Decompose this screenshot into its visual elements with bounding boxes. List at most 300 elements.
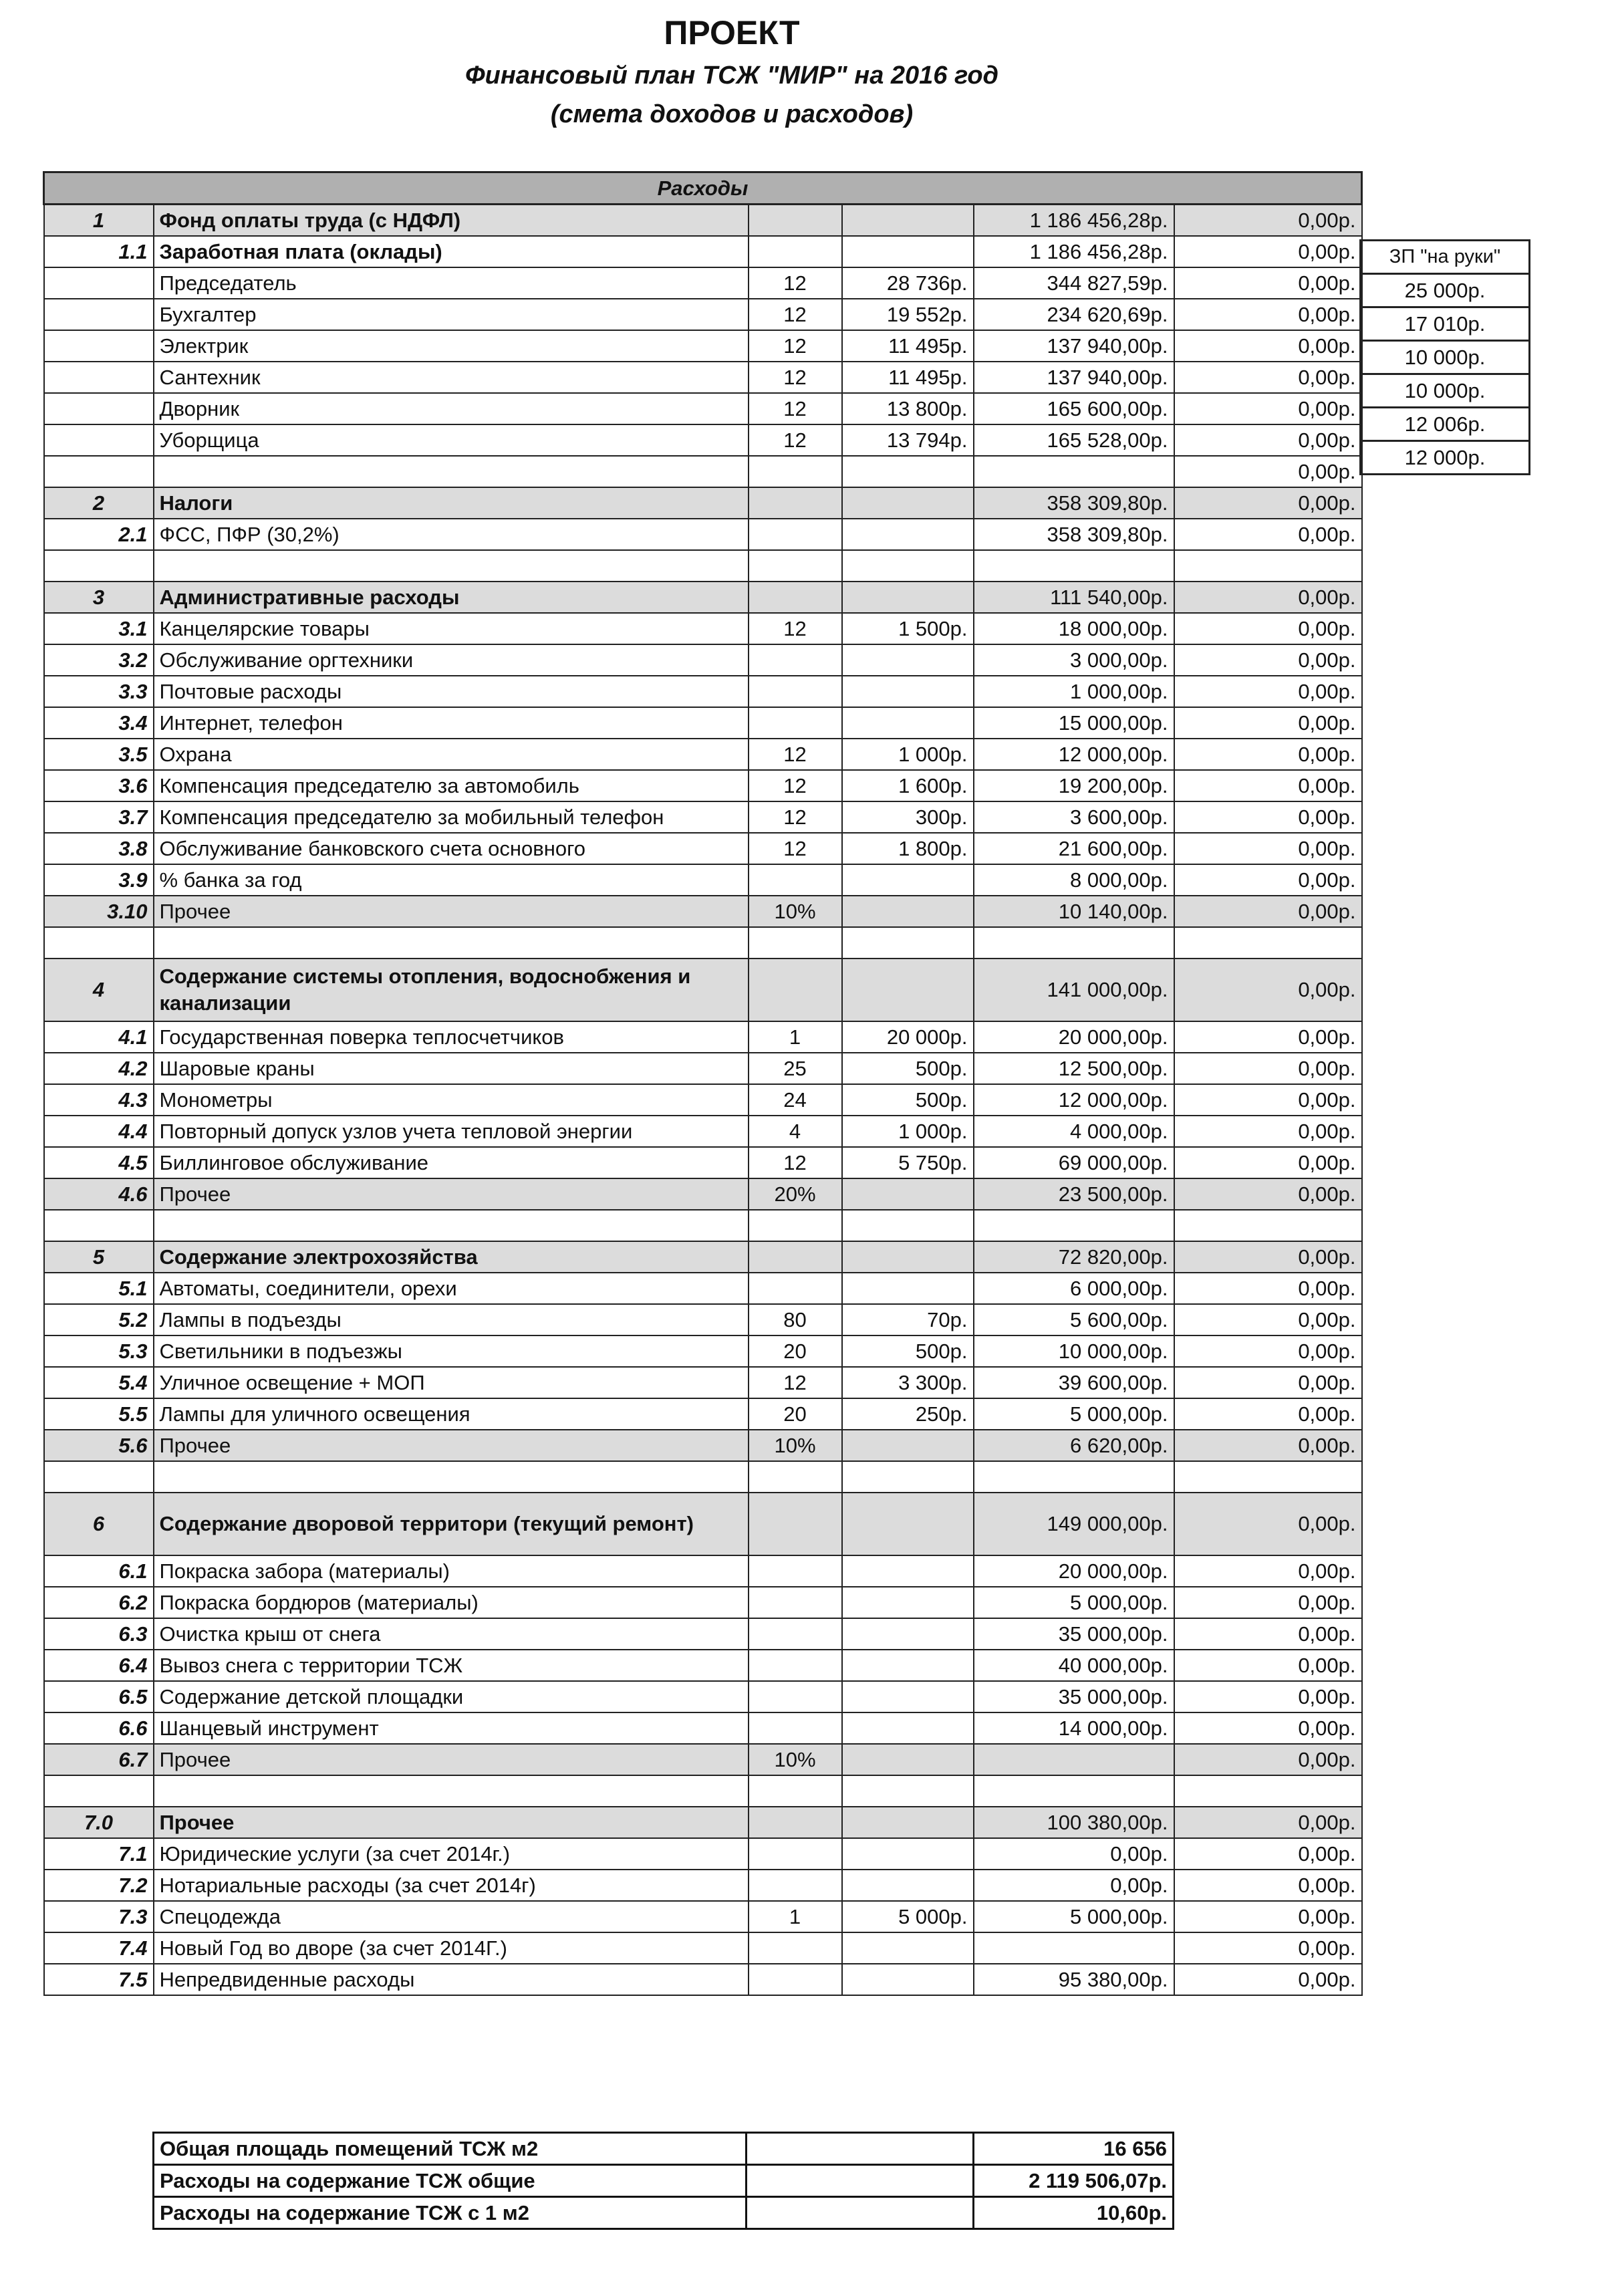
row-number: 3.5 xyxy=(44,739,154,770)
row-price xyxy=(842,1210,974,1241)
row-sum: 5 600,00р. xyxy=(974,1304,1174,1335)
row-quantity: 10% xyxy=(749,1744,842,1775)
row-price xyxy=(842,582,974,613)
row-number: 2 xyxy=(44,487,154,519)
row-price xyxy=(842,1273,974,1304)
row-price: 70р. xyxy=(842,1304,974,1335)
row-quantity xyxy=(749,1838,842,1870)
row-fact: 0,00р. xyxy=(1174,424,1362,456)
table-row xyxy=(44,519,1362,550)
table-row xyxy=(44,1021,1362,1053)
row-name: Покраска бордюров (материалы) xyxy=(154,1587,749,1618)
row-sum: 12 000,00р. xyxy=(974,1084,1174,1116)
row-fact: 0,00р. xyxy=(1174,1870,1362,1901)
row-quantity xyxy=(749,707,842,739)
row-sum xyxy=(974,1210,1174,1241)
row-number xyxy=(44,1210,154,1241)
row-fact: 0,00р. xyxy=(1174,1147,1362,1178)
table-row xyxy=(44,1744,1362,1775)
row-name: Биллинговое обслуживание xyxy=(154,1147,749,1178)
page-subtitle: Финансовый план ТСЖ "МИР" на 2016 год xyxy=(464,61,999,90)
row-number: 4.6 xyxy=(44,1178,154,1210)
salary-net-row xyxy=(1361,408,1530,441)
table-row xyxy=(44,896,1362,927)
row-sum: 165 528,00р. xyxy=(974,424,1174,456)
table-row xyxy=(44,1587,1362,1618)
row-price xyxy=(842,1712,974,1744)
row-number: 1 xyxy=(44,205,154,237)
row-quantity xyxy=(749,1210,842,1241)
row-number: 7.4 xyxy=(44,1932,154,1964)
row-price: 500р. xyxy=(842,1084,974,1116)
row-fact: 0,00р. xyxy=(1174,393,1362,424)
salary-net-row xyxy=(1361,374,1530,408)
table-row xyxy=(44,927,1362,959)
table-row xyxy=(44,1681,1362,1712)
row-sum: 12 000,00р. xyxy=(974,739,1174,770)
row-sum: 5 000,00р. xyxy=(974,1901,1174,1932)
row-name: Шаровые краны xyxy=(154,1053,749,1084)
totals-blank xyxy=(747,2133,974,2165)
table-row xyxy=(44,1241,1362,1273)
row-fact: 0,00р. xyxy=(1174,1178,1362,1210)
row-sum: 18 000,00р. xyxy=(974,613,1174,644)
row-quantity xyxy=(749,1712,842,1744)
row-name: Административные расходы xyxy=(154,582,749,613)
salary-net-row xyxy=(1361,307,1530,341)
table-row xyxy=(44,1147,1362,1178)
row-fact: 0,00р. xyxy=(1174,1241,1362,1273)
row-name: Уборщица xyxy=(154,424,749,456)
row-quantity: 12 xyxy=(749,424,842,456)
row-name xyxy=(154,927,749,959)
row-fact: 0,00р. xyxy=(1174,739,1362,770)
row-price: 1 800р. xyxy=(842,833,974,864)
row-name: Непредвиденные расходы xyxy=(154,1964,749,1995)
row-quantity xyxy=(749,236,842,267)
row-price xyxy=(842,1650,974,1681)
totals-label: Расходы на содержание ТСЖ с 1 м2 xyxy=(154,2197,747,2229)
row-fact: 0,00р. xyxy=(1174,456,1362,487)
row-price xyxy=(842,1178,974,1210)
row-fact: 0,00р. xyxy=(1174,1932,1362,1964)
row-quantity: 1 xyxy=(749,1021,842,1053)
row-fact: 0,00р. xyxy=(1174,959,1362,1021)
row-sum: 20 000,00р. xyxy=(974,1555,1174,1587)
table-row xyxy=(44,1335,1362,1367)
row-quantity xyxy=(749,927,842,959)
row-quantity xyxy=(749,1555,842,1587)
row-fact: 0,00р. xyxy=(1174,1681,1362,1712)
row-name: Обслуживание оргтехники xyxy=(154,644,749,676)
row-sum: 6 000,00р. xyxy=(974,1273,1174,1304)
salary-net-row xyxy=(1361,341,1530,374)
table-row xyxy=(44,1273,1362,1304)
totals-label: Общая площадь помещений ТСЖ м2 xyxy=(154,2133,747,2165)
row-price xyxy=(842,236,974,267)
row-number: 5.1 xyxy=(44,1273,154,1304)
row-quantity xyxy=(749,1932,842,1964)
totals-row xyxy=(154,2133,1174,2165)
row-sum: 39 600,00р. xyxy=(974,1367,1174,1398)
row-quantity xyxy=(749,1964,842,1995)
row-price xyxy=(842,1964,974,1995)
table-row xyxy=(44,1807,1362,1838)
row-quantity: 10% xyxy=(749,896,842,927)
row-price: 19 552р. xyxy=(842,299,974,330)
row-name: Прочее xyxy=(154,1430,749,1461)
row-quantity xyxy=(749,644,842,676)
totals-value: 2 119 506,07р. xyxy=(974,2165,1174,2197)
row-quantity: 12 xyxy=(749,739,842,770)
row-fact: 0,00р. xyxy=(1174,1618,1362,1650)
table-row xyxy=(44,613,1362,644)
row-sum: 12 500,00р. xyxy=(974,1053,1174,1084)
row-number xyxy=(44,299,154,330)
row-fact: 0,00р. xyxy=(1174,833,1362,864)
salary-net-row xyxy=(1361,441,1530,475)
table-row xyxy=(44,801,1362,833)
row-fact: 0,00р. xyxy=(1174,362,1362,393)
row-fact: 0,00р. xyxy=(1174,1367,1362,1398)
table-row xyxy=(44,550,1362,582)
row-price: 5 750р. xyxy=(842,1147,974,1178)
row-quantity: 12 xyxy=(749,393,842,424)
row-name: Прочее xyxy=(154,1744,749,1775)
row-fact: 0,00р. xyxy=(1174,1493,1362,1555)
row-number: 6 xyxy=(44,1493,154,1555)
row-quantity: 12 xyxy=(749,299,842,330)
row-quantity: 12 xyxy=(749,770,842,801)
table-row xyxy=(44,1870,1362,1901)
row-sum xyxy=(974,1775,1174,1807)
salary-net-header-row xyxy=(1361,241,1530,274)
row-price xyxy=(842,1587,974,1618)
row-name: Лампы для уличного освещения xyxy=(154,1398,749,1430)
row-number: 3.8 xyxy=(44,833,154,864)
row-sum: 95 380,00р. xyxy=(974,1964,1174,1995)
row-fact: 0,00р. xyxy=(1174,1116,1362,1147)
row-fact: 0,00р. xyxy=(1174,644,1362,676)
row-number: 5.3 xyxy=(44,1335,154,1367)
row-fact: 0,00р. xyxy=(1174,236,1362,267)
table-row xyxy=(44,1901,1362,1932)
row-number: 6.3 xyxy=(44,1618,154,1650)
expenses-table xyxy=(43,171,1363,1996)
row-quantity: 80 xyxy=(749,1304,842,1335)
row-name: Нотариальные расходы (за счет 2014г) xyxy=(154,1870,749,1901)
row-number xyxy=(44,362,154,393)
row-quantity xyxy=(749,456,842,487)
row-fact: 0,00р. xyxy=(1174,1650,1362,1681)
row-fact: 0,00р. xyxy=(1174,487,1362,519)
table-row xyxy=(44,1053,1362,1084)
row-price xyxy=(842,487,974,519)
row-sum xyxy=(974,927,1174,959)
salary-net-value: 17 010р. xyxy=(1361,307,1530,341)
totals-value: 16 656 xyxy=(974,2133,1174,2165)
row-sum: 1 186 456,28р. xyxy=(974,205,1174,237)
row-name: Охрана xyxy=(154,739,749,770)
row-fact: 0,00р. xyxy=(1174,267,1362,299)
row-fact: 0,00р. xyxy=(1174,205,1362,237)
row-number: 7.5 xyxy=(44,1964,154,1995)
row-price: 1 600р. xyxy=(842,770,974,801)
row-quantity xyxy=(749,864,842,896)
page-subtitle-note: (смета доходов и расходов) xyxy=(550,100,914,128)
row-price xyxy=(842,456,974,487)
table-header: Расходы xyxy=(44,172,1362,205)
table-row xyxy=(44,1712,1362,1744)
row-price: 1 500р. xyxy=(842,613,974,644)
row-price: 500р. xyxy=(842,1053,974,1084)
row-sum: 137 940,00р. xyxy=(974,330,1174,362)
row-name xyxy=(154,550,749,582)
table-row xyxy=(44,770,1362,801)
row-sum xyxy=(974,1461,1174,1493)
row-price xyxy=(842,519,974,550)
row-sum: 100 380,00р. xyxy=(974,1807,1174,1838)
row-name: Прочее xyxy=(154,1178,749,1210)
row-quantity xyxy=(749,1775,842,1807)
row-price xyxy=(842,1618,974,1650)
row-fact: 0,00р. xyxy=(1174,1901,1362,1932)
row-number xyxy=(44,393,154,424)
row-name: Спецодежда xyxy=(154,1901,749,1932)
row-price xyxy=(842,1744,974,1775)
row-quantity xyxy=(749,959,842,1021)
row-name: Электрик xyxy=(154,330,749,362)
row-name: Обслуживание банковского счета основного xyxy=(154,833,749,864)
row-number: 3.1 xyxy=(44,613,154,644)
totals-blank xyxy=(747,2197,974,2229)
row-sum xyxy=(974,550,1174,582)
row-sum: 3 000,00р. xyxy=(974,644,1174,676)
row-quantity xyxy=(749,582,842,613)
table-row xyxy=(44,1178,1362,1210)
row-sum: 149 000,00р. xyxy=(974,1493,1174,1555)
row-sum: 8 000,00р. xyxy=(974,864,1174,896)
row-sum: 137 940,00р. xyxy=(974,362,1174,393)
row-quantity: 25 xyxy=(749,1053,842,1084)
table-row xyxy=(44,676,1362,707)
salary-net-value: 12 006р. xyxy=(1361,408,1530,441)
row-sum xyxy=(974,456,1174,487)
totals-row xyxy=(154,2197,1174,2229)
row-name: Прочее xyxy=(154,1807,749,1838)
row-name: Автоматы, соединители, орехи xyxy=(154,1273,749,1304)
row-price xyxy=(842,550,974,582)
row-sum xyxy=(974,1744,1174,1775)
row-fact: 0,00р. xyxy=(1174,896,1362,927)
row-number xyxy=(44,1461,154,1493)
row-fact xyxy=(1174,1775,1362,1807)
row-sum: 344 827,59р. xyxy=(974,267,1174,299)
row-number: 4.2 xyxy=(44,1053,154,1084)
row-fact: 0,00р. xyxy=(1174,1555,1362,1587)
row-quantity xyxy=(749,1681,842,1712)
row-price: 3 300р. xyxy=(842,1367,974,1398)
row-number: 3.10 xyxy=(44,896,154,927)
row-name: Дворник xyxy=(154,393,749,424)
row-sum: 358 309,80р. xyxy=(974,487,1174,519)
row-number: 6.4 xyxy=(44,1650,154,1681)
row-number: 3.2 xyxy=(44,644,154,676)
row-quantity: 12 xyxy=(749,362,842,393)
row-name: Повторный допуск узлов учета тепловой энергии xyxy=(154,1116,749,1147)
row-fact: 0,00р. xyxy=(1174,1712,1362,1744)
row-quantity xyxy=(749,205,842,237)
row-number: 4.1 xyxy=(44,1021,154,1053)
row-number: 3.3 xyxy=(44,676,154,707)
row-fact: 0,00р. xyxy=(1174,330,1362,362)
row-sum: 10 000,00р. xyxy=(974,1335,1174,1367)
row-fact: 0,00р. xyxy=(1174,1021,1362,1053)
row-sum: 6 620,00р. xyxy=(974,1430,1174,1461)
row-fact: 0,00р. xyxy=(1174,613,1362,644)
row-number xyxy=(44,456,154,487)
row-name: Председатель xyxy=(154,267,749,299)
row-price: 5 000р. xyxy=(842,1901,974,1932)
row-fact: 0,00р. xyxy=(1174,299,1362,330)
row-number: 7.1 xyxy=(44,1838,154,1870)
row-sum: 0,00р. xyxy=(974,1870,1174,1901)
row-number: 6.6 xyxy=(44,1712,154,1744)
table-row xyxy=(44,299,1362,330)
row-quantity: 20 xyxy=(749,1398,842,1430)
row-number: 3.4 xyxy=(44,707,154,739)
table-row xyxy=(44,1555,1362,1587)
row-name: Фонд оплаты труда (с НДФЛ) xyxy=(154,205,749,237)
row-price: 300р. xyxy=(842,801,974,833)
row-sum: 165 600,00р. xyxy=(974,393,1174,424)
row-sum: 69 000,00р. xyxy=(974,1147,1174,1178)
table-row xyxy=(44,1838,1362,1870)
row-quantity xyxy=(749,519,842,550)
row-quantity xyxy=(749,1870,842,1901)
row-quantity: 12 xyxy=(749,1367,842,1398)
row-number xyxy=(44,1775,154,1807)
row-quantity: 20% xyxy=(749,1178,842,1210)
table-row xyxy=(44,582,1362,613)
page-title: ПРОЕКТ xyxy=(664,14,800,51)
row-number: 7.0 xyxy=(44,1807,154,1838)
row-quantity xyxy=(749,1461,842,1493)
row-price: 11 495р. xyxy=(842,362,974,393)
table-row xyxy=(44,456,1362,487)
row-name: Канцелярские товары xyxy=(154,613,749,644)
row-number: 3 xyxy=(44,582,154,613)
row-name: Содержание детской площадки xyxy=(154,1681,749,1712)
row-quantity: 12 xyxy=(749,613,842,644)
row-price: 20 000р. xyxy=(842,1021,974,1053)
salary-net-row xyxy=(1361,274,1530,307)
row-quantity: 12 xyxy=(749,833,842,864)
row-price xyxy=(842,1493,974,1555)
row-sum: 10 140,00р. xyxy=(974,896,1174,927)
row-fact: 0,00р. xyxy=(1174,1084,1362,1116)
table-row xyxy=(44,393,1362,424)
row-fact: 0,00р. xyxy=(1174,1744,1362,1775)
row-fact xyxy=(1174,1210,1362,1241)
row-number: 4 xyxy=(44,959,154,1021)
row-number: 3.9 xyxy=(44,864,154,896)
totals-table xyxy=(152,2132,1174,2230)
row-sum: 40 000,00р. xyxy=(974,1650,1174,1681)
row-price: 13 794р. xyxy=(842,424,974,456)
row-sum: 111 540,00р. xyxy=(974,582,1174,613)
salary-net-value: 12 000р. xyxy=(1361,441,1530,475)
row-quantity xyxy=(749,487,842,519)
row-number: 5.4 xyxy=(44,1367,154,1398)
row-price: 1 000р. xyxy=(842,739,974,770)
row-fact: 0,00р. xyxy=(1174,1587,1362,1618)
row-fact xyxy=(1174,550,1362,582)
row-name xyxy=(154,1461,749,1493)
row-quantity xyxy=(749,676,842,707)
row-sum: 4 000,00р. xyxy=(974,1116,1174,1147)
salary-net-value: 25 000р. xyxy=(1361,274,1530,307)
row-price xyxy=(842,1430,974,1461)
table-row xyxy=(44,739,1362,770)
row-name: Покраска забора (материалы) xyxy=(154,1555,749,1587)
row-name: ФСС, ПФР (30,2%) xyxy=(154,519,749,550)
row-sum: 35 000,00р. xyxy=(974,1618,1174,1650)
row-price xyxy=(842,959,974,1021)
row-quantity xyxy=(749,1273,842,1304)
row-name: Сантехник xyxy=(154,362,749,393)
row-name xyxy=(154,1775,749,1807)
row-price xyxy=(842,205,974,237)
table-row xyxy=(44,236,1362,267)
row-number: 6.7 xyxy=(44,1744,154,1775)
row-name: Светильники в подъезжы xyxy=(154,1335,749,1367)
row-quantity: 20 xyxy=(749,1335,842,1367)
table-row xyxy=(44,424,1362,456)
salary-net-table xyxy=(1359,239,1530,475)
row-name: Бухгалтер xyxy=(154,299,749,330)
table-row xyxy=(44,362,1362,393)
table-row xyxy=(44,1430,1362,1461)
row-name: Очистка крыш от снега xyxy=(154,1618,749,1650)
row-number: 7.2 xyxy=(44,1870,154,1901)
table-row xyxy=(44,1775,1362,1807)
row-name: Новый Год во дворе (за счет 2014Г.) xyxy=(154,1932,749,1964)
row-price: 28 736р. xyxy=(842,267,974,299)
row-number xyxy=(44,550,154,582)
row-price: 11 495р. xyxy=(842,330,974,362)
row-quantity: 24 xyxy=(749,1084,842,1116)
row-fact: 0,00р. xyxy=(1174,1807,1362,1838)
row-price xyxy=(842,1807,974,1838)
row-number xyxy=(44,267,154,299)
row-name: Прочее xyxy=(154,896,749,927)
row-number: 4.3 xyxy=(44,1084,154,1116)
row-sum: 234 620,69р. xyxy=(974,299,1174,330)
row-name: Заработная плата (оклады) xyxy=(154,236,749,267)
row-number: 6.2 xyxy=(44,1587,154,1618)
row-name: % банка за год xyxy=(154,864,749,896)
table-header-row xyxy=(44,172,1362,205)
row-price xyxy=(842,927,974,959)
row-name: Шанцевый инструмент xyxy=(154,1712,749,1744)
row-number: 5.5 xyxy=(44,1398,154,1430)
row-fact: 0,00р. xyxy=(1174,1430,1362,1461)
row-number xyxy=(44,927,154,959)
row-price xyxy=(842,676,974,707)
table-row xyxy=(44,1084,1362,1116)
row-number: 6.1 xyxy=(44,1555,154,1587)
